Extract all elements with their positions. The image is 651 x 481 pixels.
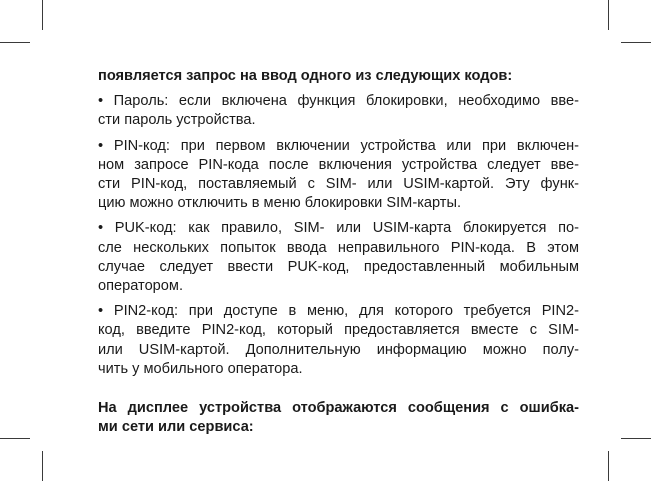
section-heading-line: ми сети или сервиса: — [98, 419, 254, 436]
crop-mark-bottom-right-horizontal — [621, 438, 651, 439]
crop-mark-top-right-vertical — [608, 0, 609, 30]
list-item-line: цию можно отключить в меню блокировки SIM-карты. — [98, 195, 462, 212]
list-item-line: • PUK-код: как правило, SIM- или USIM-карта блокируется по- — [98, 220, 579, 237]
list-item-line: код, введите PIN2-код, который предоставляется вместе с SIM- — [98, 322, 579, 339]
crop-mark-bottom-left-vertical — [42, 451, 43, 481]
list-item-line: • PIN2-код: при доступе в меню, для которого требуется PIN2- — [98, 303, 579, 320]
crop-mark-top-left-vertical — [42, 0, 43, 30]
list-item-line: сти пароль устройства. — [98, 112, 256, 129]
list-item-line: сле нескольких попыток ввода неправильного PIN-кода. В этом — [98, 239, 579, 256]
list-item-line: или USIM-картой. Дополнительную информацию можно полу- — [98, 341, 579, 358]
intro-heading: появляется запрос на ввод одного из следующих кодов: — [98, 68, 513, 84]
section-heading — [98, 399, 579, 437]
section-heading-line: На дисплее устройства отображаются сообщения с ошибка- — [98, 400, 579, 417]
document-body — [98, 67, 579, 443]
list-item-line: чить у мобильного оператора. — [98, 360, 303, 377]
crop-mark-top-left-horizontal — [0, 42, 30, 43]
list-item-line: оператором. — [98, 278, 184, 295]
list-item-puk — [98, 219, 579, 296]
list-item-line: • PIN-код: при первом включении устройства или при включен- — [98, 137, 579, 154]
list-item-password — [98, 92, 579, 130]
crop-mark-top-right-horizontal — [621, 42, 651, 43]
list-item-line: ном запросе PIN-кода после включения устройства следует вве- — [98, 156, 579, 173]
list-item-pin — [98, 137, 579, 214]
crop-mark-bottom-left-horizontal — [0, 438, 30, 439]
list-item-line: • Пароль: если включена функция блокировки, необходимо вве- — [98, 93, 579, 110]
list-item-line: сти PIN-код, поставляемый с SIM- или USIM-картой. Эту функ- — [98, 176, 579, 193]
crop-mark-bottom-right-vertical — [608, 451, 609, 481]
list-item-line: случае следует ввести PUK-код, предоставленный мобильным — [98, 258, 579, 275]
list-item-pin2 — [98, 302, 579, 379]
